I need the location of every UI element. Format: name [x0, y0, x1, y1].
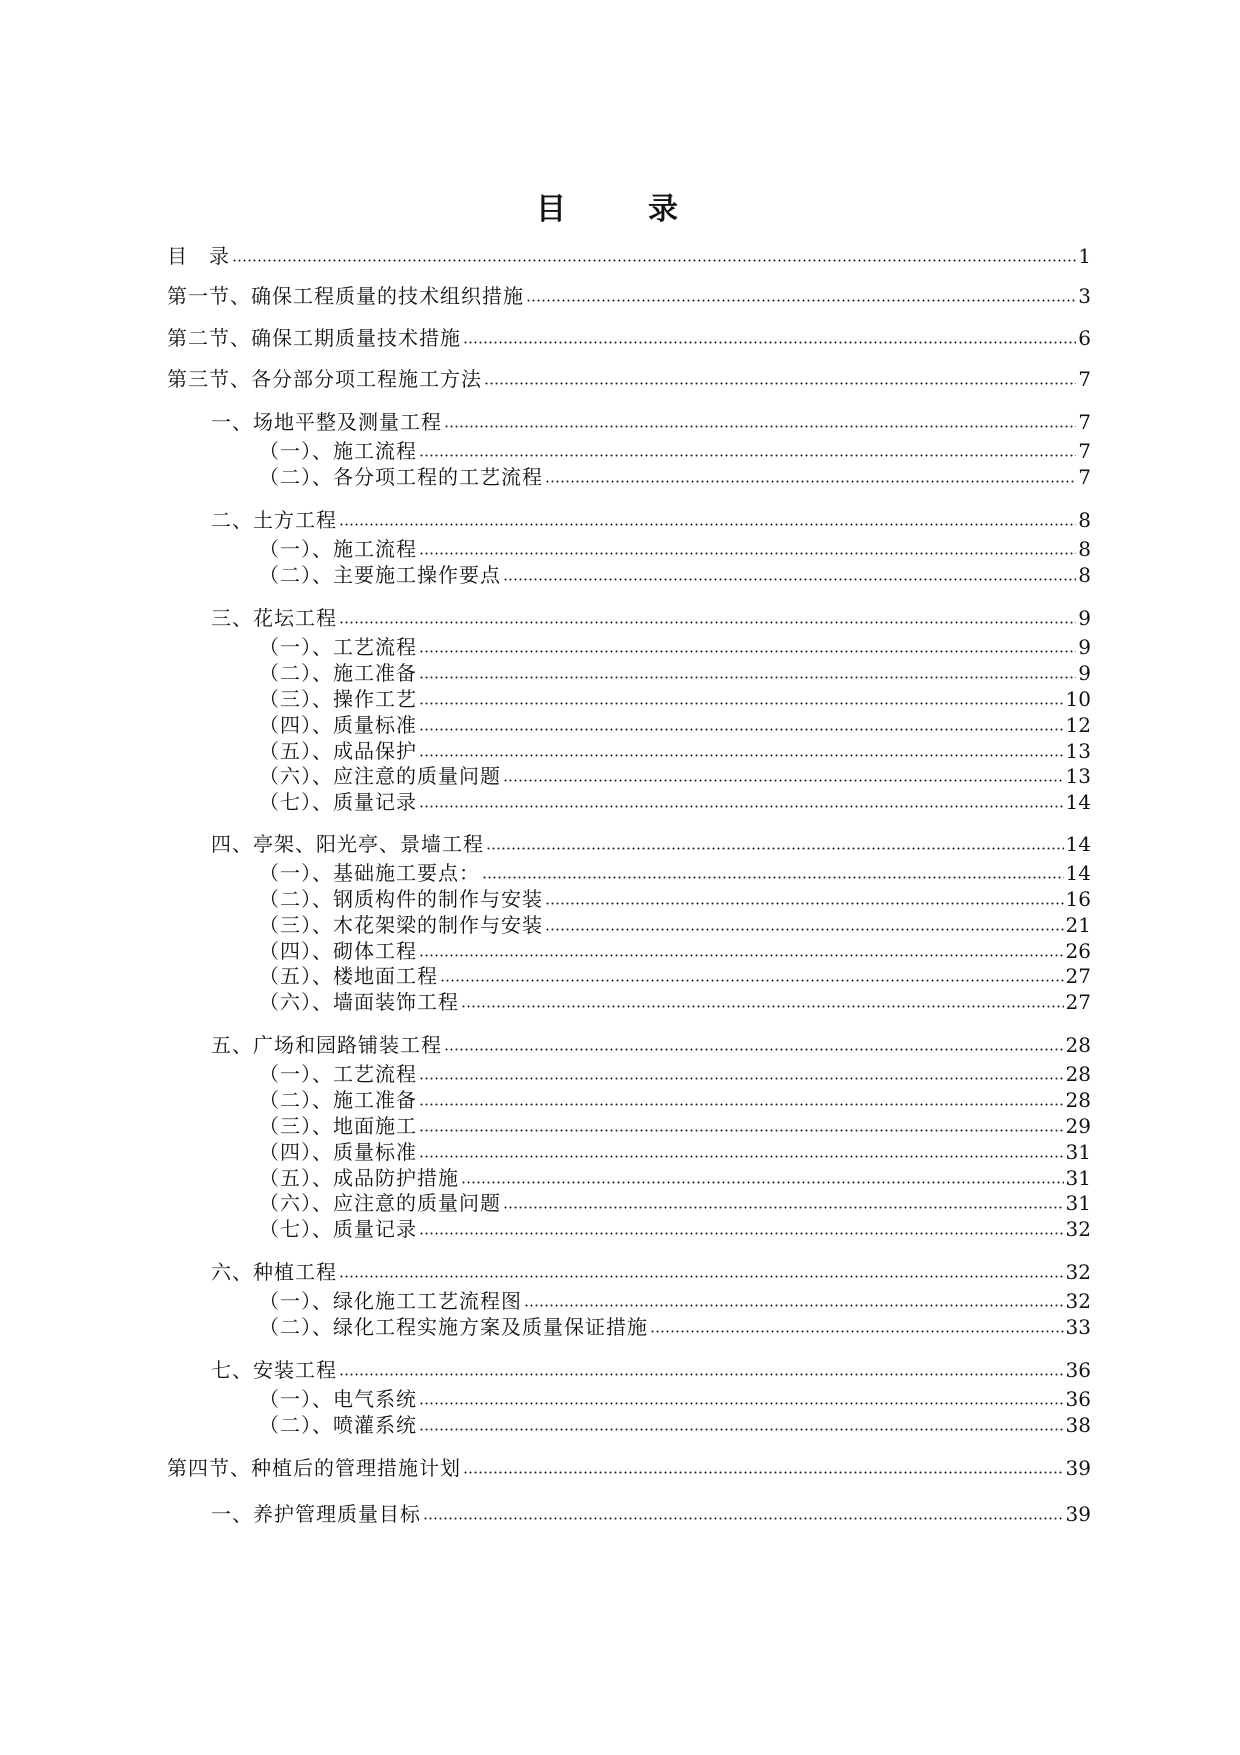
- toc-entry-label: （三）、木花架梁的制作与安装: [259, 913, 543, 937]
- dot-leader: [463, 1470, 1064, 1475]
- toc-entry-label: （四）、砌体工程: [259, 939, 417, 963]
- toc-entry-page-number: 10: [1065, 687, 1091, 711]
- dot-leader: [419, 1128, 1064, 1133]
- toc-entry-page-number: 31: [1065, 1140, 1091, 1164]
- toc-entry-label: 四、亭架、阳光亭、景墙工程: [211, 832, 484, 856]
- toc-entry[interactable]: [259, 1413, 1091, 1437]
- toc-entry-label: （二）、各分项工程的工艺流程: [259, 465, 543, 489]
- toc-entry-page-number: 7: [1078, 465, 1091, 489]
- toc-entry[interactable]: [259, 790, 1091, 814]
- toc-entry-label: （六）、墙面装饰工程: [259, 990, 459, 1014]
- toc-entry-page-number: 13: [1065, 764, 1091, 788]
- toc-entry[interactable]: [211, 1260, 1091, 1284]
- toc-entry-page-number: 31: [1065, 1166, 1091, 1190]
- toc-entry-label: （七）、质量记录: [259, 790, 417, 814]
- toc-entry-label: （二）、钢质构件的制作与安装: [259, 887, 543, 911]
- toc-entry-label: （六）、应注意的质量问题: [259, 764, 501, 788]
- toc-entry-label: （一）、施工流程: [259, 537, 417, 561]
- toc-entry-label: （一）、基础施工要点：: [259, 861, 480, 885]
- toc-entry-label: 一、场地平整及测量工程: [211, 410, 442, 434]
- toc-entry-page-number: 33: [1065, 1315, 1091, 1339]
- dot-leader: [545, 927, 1064, 932]
- toc-entry[interactable]: [259, 1217, 1091, 1241]
- dot-leader: [503, 1205, 1064, 1210]
- dot-leader: [444, 424, 1076, 429]
- toc-entry-label: （一）、工艺流程: [259, 635, 417, 659]
- toc-entry[interactable]: [259, 1289, 1091, 1313]
- toc-entry[interactable]: [259, 739, 1091, 763]
- dot-leader: [545, 479, 1076, 484]
- toc-entry-label: （四）、质量标准: [259, 1140, 417, 1164]
- dot-leader: [484, 381, 1076, 386]
- toc-entry[interactable]: [259, 1315, 1091, 1339]
- toc-entry[interactable]: [259, 1062, 1091, 1086]
- dot-leader: [419, 1102, 1064, 1107]
- toc-entry-page-number: 36: [1065, 1358, 1091, 1382]
- toc-entry-page-number: 39: [1065, 1456, 1091, 1480]
- toc-entry-page-number: 9: [1078, 635, 1091, 659]
- toc-entry-label: 三、花坛工程: [211, 606, 337, 630]
- dot-leader: [461, 1004, 1064, 1009]
- toc-entry[interactable]: [167, 367, 1091, 391]
- toc-entry-label: （七）、质量记录: [259, 1217, 417, 1241]
- toc-entry-page-number: 13: [1065, 739, 1091, 763]
- toc-entry-page-number: 14: [1065, 861, 1091, 885]
- toc-entry-page-number: 8: [1078, 508, 1091, 532]
- toc-entry-label: （四）、质量标准: [259, 713, 417, 737]
- toc-entry[interactable]: [259, 1387, 1091, 1411]
- toc-entry[interactable]: [211, 1358, 1091, 1382]
- toc-entry-page-number: 27: [1065, 964, 1091, 988]
- toc-entry-label: 第四节、种植后的管理措施计划: [167, 1456, 461, 1480]
- dot-leader: [526, 298, 1076, 303]
- toc-entry[interactable]: [259, 1191, 1091, 1215]
- toc-entry-page-number: 28: [1065, 1088, 1091, 1112]
- dot-leader: [440, 978, 1064, 983]
- toc-entry-label: （二）、施工准备: [259, 661, 417, 685]
- toc-entry-page-number: 3: [1078, 284, 1091, 308]
- dot-leader: [419, 1076, 1064, 1081]
- toc-entry[interactable]: [211, 606, 1091, 630]
- dot-leader: [650, 1329, 1064, 1334]
- toc-entry-label: （三）、地面施工: [259, 1114, 417, 1138]
- toc-entry-label: （二）、喷灌系统: [259, 1413, 417, 1437]
- toc-entry-label: 七、安装工程: [211, 1358, 337, 1382]
- toc-entry[interactable]: [259, 764, 1091, 788]
- toc-entry-label: （二）、施工准备: [259, 1088, 417, 1112]
- toc-entry-page-number: 16: [1065, 887, 1091, 911]
- dot-leader: [232, 258, 1076, 263]
- toc-entry-label: （六）、应注意的质量问题: [259, 1191, 501, 1215]
- toc-entry[interactable]: [211, 410, 1091, 434]
- toc-entry[interactable]: [211, 1033, 1091, 1057]
- toc-entry[interactable]: [259, 713, 1091, 737]
- dot-leader: [419, 953, 1064, 958]
- toc-entry[interactable]: [259, 687, 1091, 711]
- toc-entry-label: 一、养护管理质量目标: [211, 1502, 421, 1526]
- toc-entry-label: （二）、主要施工操作要点: [259, 563, 501, 587]
- dot-leader: [461, 1180, 1064, 1185]
- toc-entry-page-number: 7: [1078, 439, 1091, 463]
- toc-entry[interactable]: [167, 1456, 1091, 1480]
- toc-entry-page-number: 9: [1078, 661, 1091, 685]
- dot-leader: [463, 340, 1076, 345]
- page-title: 目 录: [536, 192, 704, 227]
- toc-entry[interactable]: [259, 887, 1091, 911]
- toc-entry[interactable]: [259, 1140, 1091, 1164]
- toc-entry-label: 五、广场和园路铺装工程: [211, 1033, 442, 1057]
- dot-leader: [419, 1231, 1064, 1236]
- dot-leader: [503, 577, 1076, 582]
- toc-entry-page-number: 32: [1065, 1217, 1091, 1241]
- dot-leader: [419, 453, 1076, 458]
- toc-entry[interactable]: [167, 244, 1091, 268]
- dot-leader: [419, 1401, 1064, 1406]
- toc-entry-label: （五）、楼地面工程: [259, 964, 438, 988]
- toc-entry-label: （二）、绿化工程实施方案及质量保证措施: [259, 1315, 648, 1339]
- toc-entry-page-number: 14: [1065, 832, 1091, 856]
- dot-leader: [503, 778, 1064, 783]
- toc-entry-label: 目 录: [167, 244, 230, 268]
- dot-leader: [339, 1274, 1064, 1279]
- toc-entry[interactable]: [167, 326, 1091, 350]
- dot-leader: [419, 649, 1076, 654]
- toc-entry-label: （三）、操作工艺: [259, 687, 417, 711]
- dot-leader: [419, 1154, 1064, 1159]
- toc-entry-label: 六、种植工程: [211, 1260, 337, 1284]
- toc-entry-label: （五）、成品防护措施: [259, 1166, 459, 1190]
- toc-entry[interactable]: [259, 1166, 1091, 1190]
- toc-entry-page-number: 31: [1065, 1191, 1091, 1215]
- dot-leader: [339, 1372, 1064, 1377]
- toc-entry-label: 第一节、确保工程质量的技术组织措施: [167, 284, 524, 308]
- dot-leader: [419, 1427, 1064, 1432]
- toc-entry-page-number: 9: [1078, 606, 1091, 630]
- toc-entry-label: （一）、电气系统: [259, 1387, 417, 1411]
- toc-entry[interactable]: [211, 508, 1091, 532]
- toc-entry-page-number: 14: [1065, 790, 1091, 814]
- toc-entry[interactable]: [259, 913, 1091, 937]
- toc-entry-label: （五）、成品保护: [259, 739, 417, 763]
- toc-entry-page-number: 6: [1078, 326, 1091, 350]
- toc-entry-page-number: 26: [1065, 939, 1091, 963]
- toc-entry-page-number: 1: [1078, 244, 1091, 268]
- toc-entry-label: 第三节、各分部分项工程施工方法: [167, 367, 482, 391]
- toc-entry-page-number: 29: [1065, 1114, 1091, 1138]
- toc-entry-page-number: 8: [1078, 537, 1091, 561]
- dot-leader: [419, 551, 1076, 556]
- toc-entry-label: 二、土方工程: [211, 508, 337, 532]
- toc-entry-page-number: 39: [1065, 1502, 1091, 1526]
- toc-entry-label: （一）、绿化施工工艺流程图: [259, 1289, 522, 1313]
- dot-leader: [339, 522, 1076, 527]
- dot-leader: [419, 701, 1064, 706]
- dot-leader: [545, 901, 1064, 906]
- toc-entry-page-number: 7: [1078, 410, 1091, 434]
- toc-entry-label: 第二节、确保工期质量技术措施: [167, 326, 461, 350]
- toc-entry-page-number: 36: [1065, 1387, 1091, 1411]
- toc-entry[interactable]: [211, 832, 1091, 856]
- dot-leader: [423, 1516, 1064, 1521]
- toc-entry[interactable]: [259, 990, 1091, 1014]
- toc-entry-label: （一）、工艺流程: [259, 1062, 417, 1086]
- toc-entry-page-number: 28: [1065, 1033, 1091, 1057]
- dot-leader: [444, 1047, 1064, 1052]
- toc-entry-label: （一）、施工流程: [259, 439, 417, 463]
- toc-entry[interactable]: [259, 465, 1091, 489]
- toc-entry[interactable]: [259, 939, 1091, 963]
- toc-entry[interactable]: [259, 1114, 1091, 1138]
- toc-entry-page-number: 8: [1078, 563, 1091, 587]
- toc-entry[interactable]: [259, 563, 1091, 587]
- dot-leader: [486, 846, 1064, 851]
- toc-entry-page-number: 38: [1065, 1413, 1091, 1437]
- toc-entry-page-number: 32: [1065, 1260, 1091, 1284]
- toc-entry[interactable]: [259, 635, 1091, 659]
- toc-entry[interactable]: [259, 1088, 1091, 1112]
- toc-entry[interactable]: [259, 861, 1091, 885]
- dot-leader: [419, 753, 1064, 758]
- toc-entry[interactable]: [259, 661, 1091, 685]
- toc-entry[interactable]: [259, 537, 1091, 561]
- dot-leader: [419, 804, 1064, 809]
- dot-leader: [524, 1303, 1064, 1308]
- toc-entry[interactable]: [211, 1502, 1091, 1526]
- toc-entry[interactable]: [259, 964, 1091, 988]
- toc-entry-page-number: 7: [1078, 367, 1091, 391]
- toc-entry-page-number: 12: [1065, 713, 1091, 737]
- dot-leader: [419, 675, 1076, 680]
- toc-entry[interactable]: [167, 284, 1091, 308]
- toc-entry-page-number: 28: [1065, 1062, 1091, 1086]
- toc-entry[interactable]: [259, 439, 1091, 463]
- toc-entry-page-number: 32: [1065, 1289, 1091, 1313]
- toc-entry-page-number: 27: [1065, 990, 1091, 1014]
- dot-leader: [482, 875, 1064, 880]
- toc-entry-page-number: 21: [1065, 913, 1091, 937]
- dot-leader: [339, 620, 1076, 625]
- dot-leader: [419, 727, 1064, 732]
